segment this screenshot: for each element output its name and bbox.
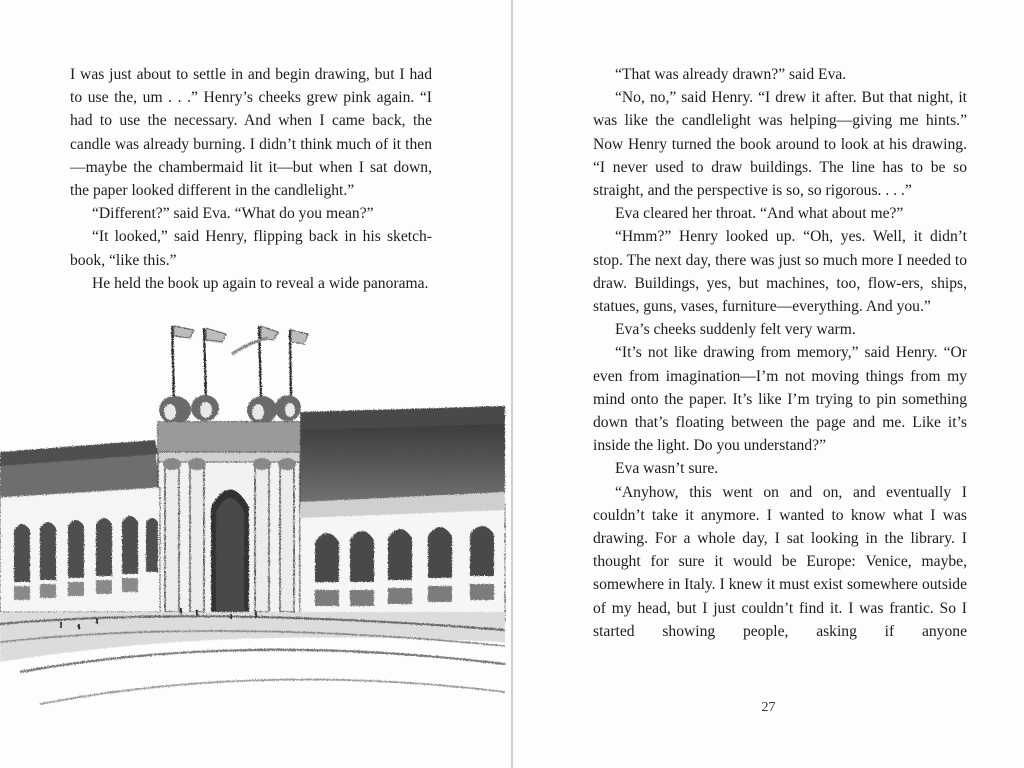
right-page-text [593, 63, 967, 643]
left-page-text [70, 63, 432, 295]
left-paragraph-2: “Different?” said Eva. “What do you mean?” [92, 205, 374, 223]
right-paragraph-6: “It’s not like drawing from memory,” said Henry. “Or even from imagination—I’m not moving things from my mind onto the paper. It’s like I’m trying to pin something down that’s floating between the page and me. Like it’s inside the light. Do you understand?” [593, 344, 967, 455]
right-paragraph-2: “No, no,” said Henry. “I drew it after. But that night, it was like the candlelight was helping—giving me hints.” Now Henry turned the book around to look at his drawing. “I never used to draw buildings. The line has to be so straight, and the perspective is so, so rigorous. . . .” [593, 89, 967, 200]
right-paragraph-1: “That was already drawn?” said Eva. [615, 66, 847, 83]
right-page [513, 0, 1024, 768]
building-panorama-illustration [0, 312, 511, 768]
page-number: 27 [761, 700, 776, 715]
left-page [0, 0, 511, 768]
left-paragraph-3: “It looked,” said Henry, flipping back in his sketch-book, “like this.” [70, 228, 432, 269]
right-paragraph-7: Eva wasn’t sure. [615, 460, 719, 478]
left-paragraph-1: I was just about to settle in and begin drawing, but I had to use the, um . . .” Henry’s cheeks grew pink again. “I had to use the necessary. And when I came back, the candle was already burning. I didn’t think much of it then—maybe the chambermaid lit it—but when I sat down, the paper looked different in the candlelight.” [70, 66, 432, 200]
right-paragraph-5: Eva’s cheeks suddenly felt very warm. [615, 321, 856, 339]
left-paragraph-4: He held the book up again to reveal a wide panorama. [92, 274, 429, 292]
right-paragraph-8: “Anyhow, this went on and on, and eventually I couldn’t take it anymore. I wanted to know what I was drawing. For a whole day, I sat looking in the library. I thought for sure it would be Europe: Venice, maybe, somewhere in Italy. I knew it must exist somewhere outside of my head, but I just couldn’t find it. I was frantic. So I started showing people, asking if anyone [593, 483, 967, 640]
right-paragraph-3: Eva cleared her throat. “And what about me?” [615, 205, 904, 223]
right-paragraph-4: “Hmm?” Henry looked up. “Oh, yes. Well, it didn’t stop. The next day, there was just so much more I needed to draw. Buildings, yes, but machines, too, flow-ers, ships, statues, guns, vases, furniture—everything. And you.” [593, 228, 967, 316]
